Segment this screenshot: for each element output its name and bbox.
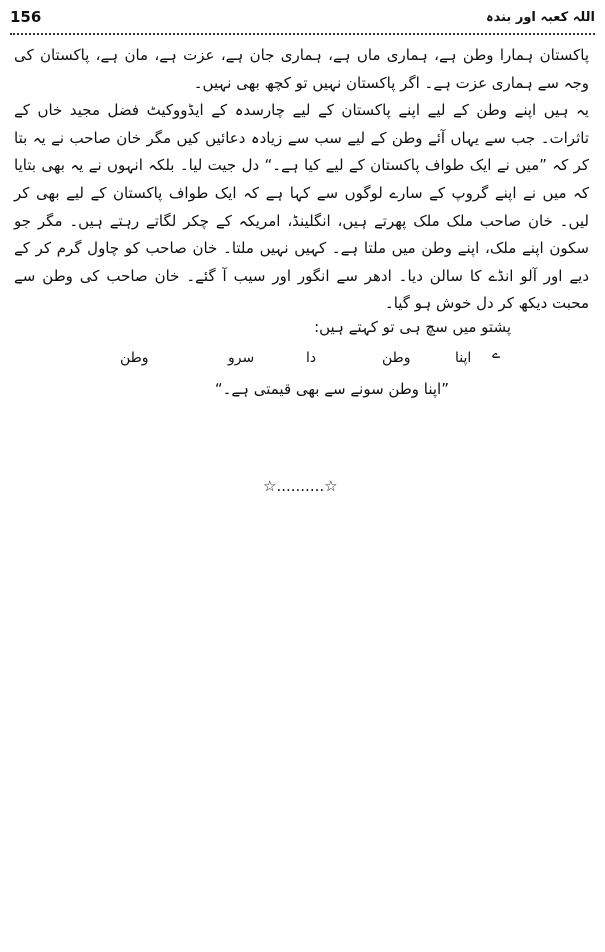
paragraph-1: پاکستان ہمارا وطن ہے، ہماری ماں ہے، ہماری جان ہے، عزت ہے، مان ہے، پاکستان کی وجہ سے ہماری عزت ہے۔ اگر پاکستان نہیں تو کچھ بھی نہیں۔ xyxy=(14,46,589,92)
header-dotted-rule xyxy=(10,33,595,35)
section-ornament xyxy=(263,477,338,495)
pashto-verse xyxy=(120,346,501,380)
body-text xyxy=(14,42,589,318)
running-title: اللہ کعبہ اور بندہ xyxy=(486,10,595,25)
star-icon: ☆ xyxy=(324,477,338,495)
page-number: 156 xyxy=(10,8,42,26)
verse-word-2: سرو xyxy=(228,350,255,366)
star-icon: ☆ xyxy=(263,477,277,495)
page-header xyxy=(10,8,595,32)
verse-word-5: اپنا xyxy=(455,350,472,366)
verse-translation: ”اپنا وطن سونے سے بھی قیمتی ہے۔“ xyxy=(214,380,449,398)
verse-word-1: وطن xyxy=(120,350,149,366)
verse-word-4: وطن xyxy=(382,350,411,366)
verse-intro: پشتو میں سچ ہی تو کہتے ہیں: xyxy=(314,318,511,336)
verse-word-6: ے xyxy=(492,346,501,362)
paragraph-2: یہ ہیں اپنے وطن کے لیے اپنے پاکستان کے لیے چارسدہ کے ایڈووکیٹ فضل مجید خاں کے تاثرات۔ جب سے یہاں آئے وطن کے لیے سب سے زیادہ دعائیں کیں مگر خان صاحب نے یہ بتا کر کہ ”میں نے ایک طواف پاکستان کے لیے کیا ہے۔“ دل جیت لیا۔ بلکہ انہوں نے یہ بھی بتایا کہ میں نے اپنے گروپ کے سارے لوگوں سے کہا ہے کہ ایک طواف پاکستان کے لیے بھی کر لیں۔ خان صاحب ملک ملک پھرتے ہیں، انگلینڈ، امریکہ کے چکر لگاتے رہتے ہیں۔ مگر جو سکون اپنے ملک، اپنے وطن میں ملتا ہے۔ کہیں نہیں ملتا۔ خان صاحب کو چاول گرم کر کے دیے اور آلو انڈے کا سالن دیا۔ ادھر سے انگور اور سیب آ گئے۔ خان صاحب کی وطن سے محبت دیکھ کر دل خوش ہو گیا۔ xyxy=(14,101,589,313)
ornament-dots: .......... xyxy=(276,477,325,495)
verse-word-3: دا xyxy=(306,350,317,366)
